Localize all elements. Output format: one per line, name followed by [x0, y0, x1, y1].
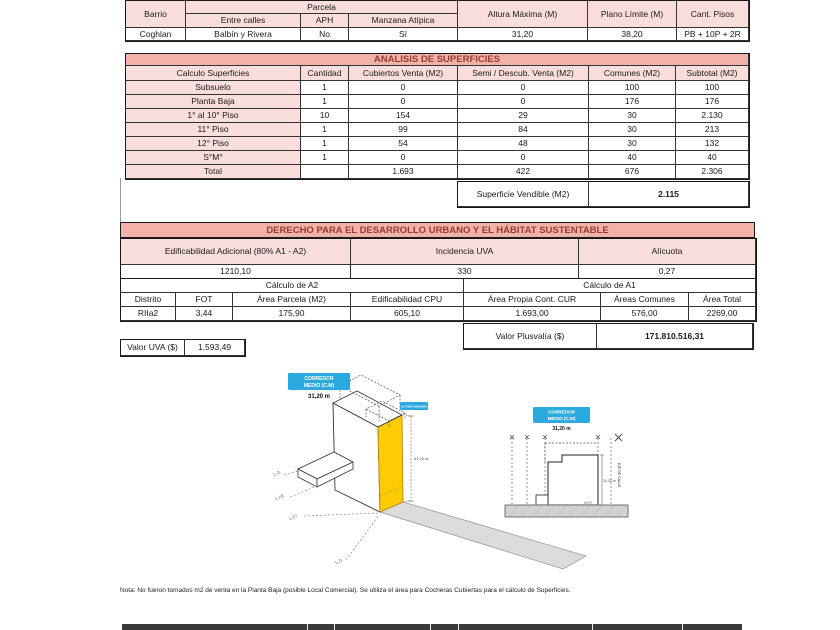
parcel-table	[125, 0, 750, 42]
header-barrio: Barrio	[126, 1, 186, 28]
value-pisos: PB + 10P + 2R	[677, 28, 749, 41]
cell: 176	[676, 95, 749, 109]
cell: 2.130	[676, 109, 749, 123]
cell: 1	[301, 95, 349, 109]
cell: 10	[301, 109, 349, 123]
header-parcela: Parcela	[186, 1, 458, 14]
col-header-semidescub: Semi / Descub. Venta (M2)	[458, 66, 589, 81]
col-header-cubiertos: Cubiertos Venta (M2)	[349, 66, 458, 81]
value-edificabilidad-cpu: 605,10	[351, 307, 464, 321]
plusvalia-table	[463, 323, 754, 350]
svg-text:CORREDOR: CORREDOR	[548, 409, 575, 415]
calculo-a2-title: Cálculo de A2	[121, 279, 464, 293]
cell: 54	[349, 137, 458, 151]
value-areas-comunes: 576,00	[601, 307, 689, 321]
section-building	[548, 455, 598, 505]
calculo-table	[120, 278, 757, 322]
corredor-medio-badge-iso	[288, 373, 350, 400]
row-label: S°M°	[126, 151, 301, 165]
corredor-medio-badge-section	[533, 407, 590, 432]
eje-de-calle-label: EJE DE CALLE	[617, 463, 621, 488]
cropped-bottom-table-edge	[122, 624, 742, 630]
superficies-table	[125, 53, 750, 180]
svg-text:31,20 m: 31,20 m	[552, 426, 571, 432]
row-label: 1° al 10° Piso	[126, 109, 301, 123]
svg-text:MEDIO (C.M): MEDIO (C.M)	[303, 383, 335, 389]
row-label: Subsuelo	[126, 81, 301, 95]
header-area-total: Área Total	[689, 293, 756, 307]
col-header-cantidad: Cantidad	[301, 66, 349, 81]
cell	[301, 165, 349, 179]
header-area-parcela: Área Parcela (M2)	[233, 293, 351, 307]
value-area-parcela: 175,90	[233, 307, 351, 321]
footnote: Nota: No fueron tomados m2 de venta en la Planta Baja (posible Local Comercial). Se utiliza el área para Cocheras Cubiertas para el cálculo de Superficies.	[120, 587, 571, 594]
cell: 0	[458, 81, 589, 95]
cell: 0	[349, 81, 458, 95]
cell: 29	[458, 109, 589, 123]
label-lib: L.I.B.	[274, 492, 286, 501]
section-dim-text: 31,20 m	[603, 479, 616, 483]
header-area-propia: Área Propia Cont. CUR	[464, 293, 601, 307]
header-fot: FOT	[176, 293, 233, 307]
value-fot: 3,44	[176, 307, 233, 321]
header-entre-calles: Entre calles	[186, 14, 301, 28]
cell: 154	[349, 109, 458, 123]
height-dimension-iso	[403, 415, 414, 502]
row-label: Planta Baja	[126, 95, 301, 109]
cell: 48	[458, 137, 589, 151]
superficie-vendible-table	[457, 181, 750, 208]
cell: 0	[458, 95, 589, 109]
value-aph: No	[301, 28, 349, 41]
plusvalia-value: 171.810.516,31	[597, 324, 753, 349]
cell: 99	[349, 123, 458, 137]
cell: 40	[589, 151, 676, 165]
header-areas-comunes: Áreas Comunes	[601, 293, 689, 307]
tower-yellow-face	[378, 415, 403, 512]
cell: 0	[349, 151, 458, 165]
cell: 676	[589, 165, 676, 179]
cell: 0	[458, 151, 589, 165]
value-edificabilidad-adicional: 1210,10	[121, 265, 351, 279]
cell: 30	[589, 137, 676, 151]
plusvalia-label: Valor Plusvalía ($)	[464, 324, 597, 349]
cell: 1	[301, 81, 349, 95]
value-incidencia-uva: 330	[351, 265, 579, 279]
cell: 84	[458, 123, 589, 137]
section-building-step	[536, 495, 548, 505]
cell: 132	[676, 137, 749, 151]
cell: 30	[589, 109, 676, 123]
col-header-subtotal: Subtotal (M2)	[676, 66, 749, 81]
building-diagram	[240, 365, 660, 580]
value-plano: 38,20	[588, 28, 677, 41]
cell: 1	[301, 151, 349, 165]
row-label-total: Total	[126, 165, 301, 179]
section-level-text: ±0,00	[584, 500, 592, 505]
header-cant-pisos: Cant. Pisos	[677, 1, 749, 28]
value-entre-calles: Balbín y Rivera	[186, 28, 301, 41]
value-area-total: 2269,00	[689, 307, 756, 321]
col-header-comunes: Comunes (M2)	[589, 66, 676, 81]
svg-text:31,20 m: 31,20 m	[307, 394, 331, 400]
uva-label: Valor UVA ($)	[121, 340, 185, 356]
cell: 1	[301, 137, 349, 151]
cell: 2.306	[676, 165, 749, 179]
vendible-value: 2.115	[589, 182, 749, 207]
cell: 0	[349, 95, 458, 109]
cell: 100	[589, 81, 676, 95]
header-alicuota: Alícuota	[579, 239, 756, 265]
svg-text:MEDIO (C.M): MEDIO (C.M)	[547, 416, 576, 421]
cell: 213	[676, 123, 749, 137]
iso-dim-text: 31,20 m	[414, 456, 429, 461]
cell: 1.693	[349, 165, 458, 179]
row-label: 11° Piso	[126, 123, 301, 137]
value-area-propia: 1.693,00	[464, 307, 601, 321]
header-altura-maxima: Altura Máxima (M)	[458, 1, 588, 28]
header-manzana-atipica: Manzana Atípica	[349, 14, 458, 28]
altura-maxima-badge	[400, 402, 428, 410]
svg-text:ALTURA MAXIMA: ALTURA MAXIMA	[401, 404, 427, 409]
cell: 40	[676, 151, 749, 165]
header-aph: APH	[301, 14, 349, 28]
value-manzana: Sí	[349, 28, 458, 41]
header-plano-limite: Plano Límite (M)	[588, 1, 677, 28]
value-alicuota: 0,27	[579, 265, 756, 279]
vendible-label: Superficie Vendible (M2)	[458, 182, 589, 207]
value-distrito: RIIa2	[121, 307, 176, 321]
svg-text:CORREDOR: CORREDOR	[304, 376, 334, 382]
label-lfi: L.F.I.	[288, 512, 299, 521]
cell: 1	[301, 123, 349, 137]
derecho-header-table	[120, 238, 757, 280]
derecho-title: DERECHO PARA EL DESARROLLO URBANO Y EL HÁBITAT SUSTENTABLE	[266, 224, 609, 236]
label-lo-2: L.O.	[334, 557, 344, 565]
uva-value: 1.593,49	[185, 340, 245, 356]
calculo-a1-title: Cálculo de A1	[464, 279, 756, 293]
cell: 422	[458, 165, 589, 179]
header-edificabilidad-adicional: Edificabilidad Adicional (80% A1 - A2)	[121, 239, 351, 265]
superficies-title: ANALISIS DE SUPERFICIES	[126, 54, 749, 66]
label-lo-1: L.O.	[272, 469, 282, 477]
derecho-title-bar	[120, 222, 755, 238]
header-distrito: Distrito	[121, 293, 176, 307]
header-edificabilidad-cpu: Edificabilidad CPU	[351, 293, 464, 307]
cell: 100	[676, 81, 749, 95]
col-header-calculo: Calculo Superficies	[126, 66, 301, 81]
header-incidencia-uva: Incidencia UVA	[351, 239, 579, 265]
sheet-gridline	[120, 178, 121, 222]
row-label: 12° Piso	[126, 137, 301, 151]
valor-uva-table	[120, 339, 246, 357]
cell: 176	[589, 95, 676, 109]
cell: 30	[589, 123, 676, 137]
value-barrio: Coghlan	[126, 28, 186, 41]
value-altura: 31,20	[458, 28, 588, 41]
